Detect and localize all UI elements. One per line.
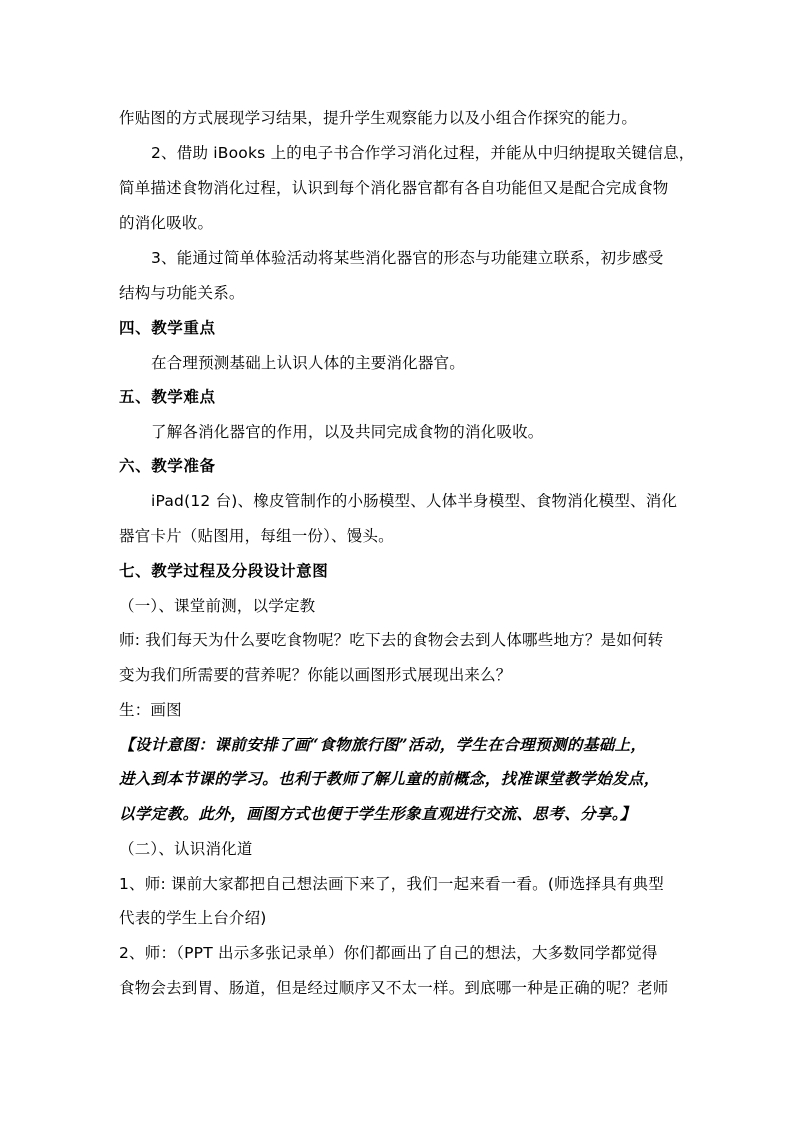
paragraph-line: 2、借助 iBooks 上的电子书合作学习消化过程，并能从中归纳提取关键信息， bbox=[151, 144, 695, 162]
paragraph-line: 代表的学生上台介绍) bbox=[119, 909, 267, 927]
paragraph-line: 食物会去到胃、肠道，但是经过顺序又不太一样。到底哪一种是正确的呢？老师 bbox=[119, 979, 669, 997]
paragraph-line: 作贴图的方式展现学习结果，提升学生观察能力以及小组合作探究的能力。 bbox=[119, 109, 638, 127]
paragraph-line: 的消化吸收。 bbox=[119, 214, 214, 232]
section-heading: 七、教学过程及分段设计意图 bbox=[119, 562, 329, 580]
paragraph-line: 2、师：（PPT 出示多张记录单）你们都画出了自己的想法，大多数同学都觉得 bbox=[119, 944, 658, 962]
paragraph-line: 变为我们所需要的营养呢？你能以画图形式展现出来么？ bbox=[119, 666, 512, 684]
paragraph-line: 3、能通过简单体验活动将某些消化器官的形态与功能建立联系，初步感受 bbox=[151, 249, 664, 267]
section-heading: 五、教学难点 bbox=[119, 388, 216, 406]
paragraph-line: iPad(12 台)、橡皮管制作的小肠模型、人体半身模型、食物消化模型、消化 bbox=[151, 492, 678, 510]
paragraph-line: 在合理预测基础上认识人体的主要消化器官。 bbox=[151, 354, 466, 372]
paragraph-line: 1、师: 课前大家都把自己想法画下来了，我们一起来看一看。(师选择具有典型 bbox=[119, 875, 664, 893]
paragraph-line: 生：画图 bbox=[119, 701, 182, 719]
subsection-heading: （一）、课堂前测，以学定教 bbox=[119, 597, 316, 615]
design-intent-line: 【设计意图：课前安排了画“食物旅行图”活动，学生在合理预测的基础上， bbox=[119, 735, 647, 754]
design-intent-line: 进入到本节课的学习。也利于教师了解儿童的前概念，找准课堂教学始发点， bbox=[119, 769, 660, 788]
paragraph-line: 器官卡片（贴图用，每组一份）、馒头。 bbox=[119, 527, 394, 545]
paragraph-line: 师: 我们每天为什么要吃食物呢？吃下去的食物会去到人体哪些地方？是如何转 bbox=[119, 631, 664, 649]
subsection-heading: （二）、认识消化道 bbox=[119, 840, 253, 858]
section-heading: 六、教学准备 bbox=[119, 457, 216, 475]
paragraph-line: 结构与功能关系。 bbox=[119, 284, 245, 302]
section-heading: 四、教学重点 bbox=[119, 319, 216, 337]
design-intent-line: 以学定教。此外，画图方式也便于学生形象直观进行交流、思考、分享。】 bbox=[119, 804, 636, 823]
paragraph-line: 了解各消化器官的作用，以及共同完成食物的消化吸收。 bbox=[151, 423, 544, 441]
paragraph-line: 简单描述食物消化过程，认识到每个消化器官都有各自功能但又是配合完成食物 bbox=[119, 179, 669, 197]
